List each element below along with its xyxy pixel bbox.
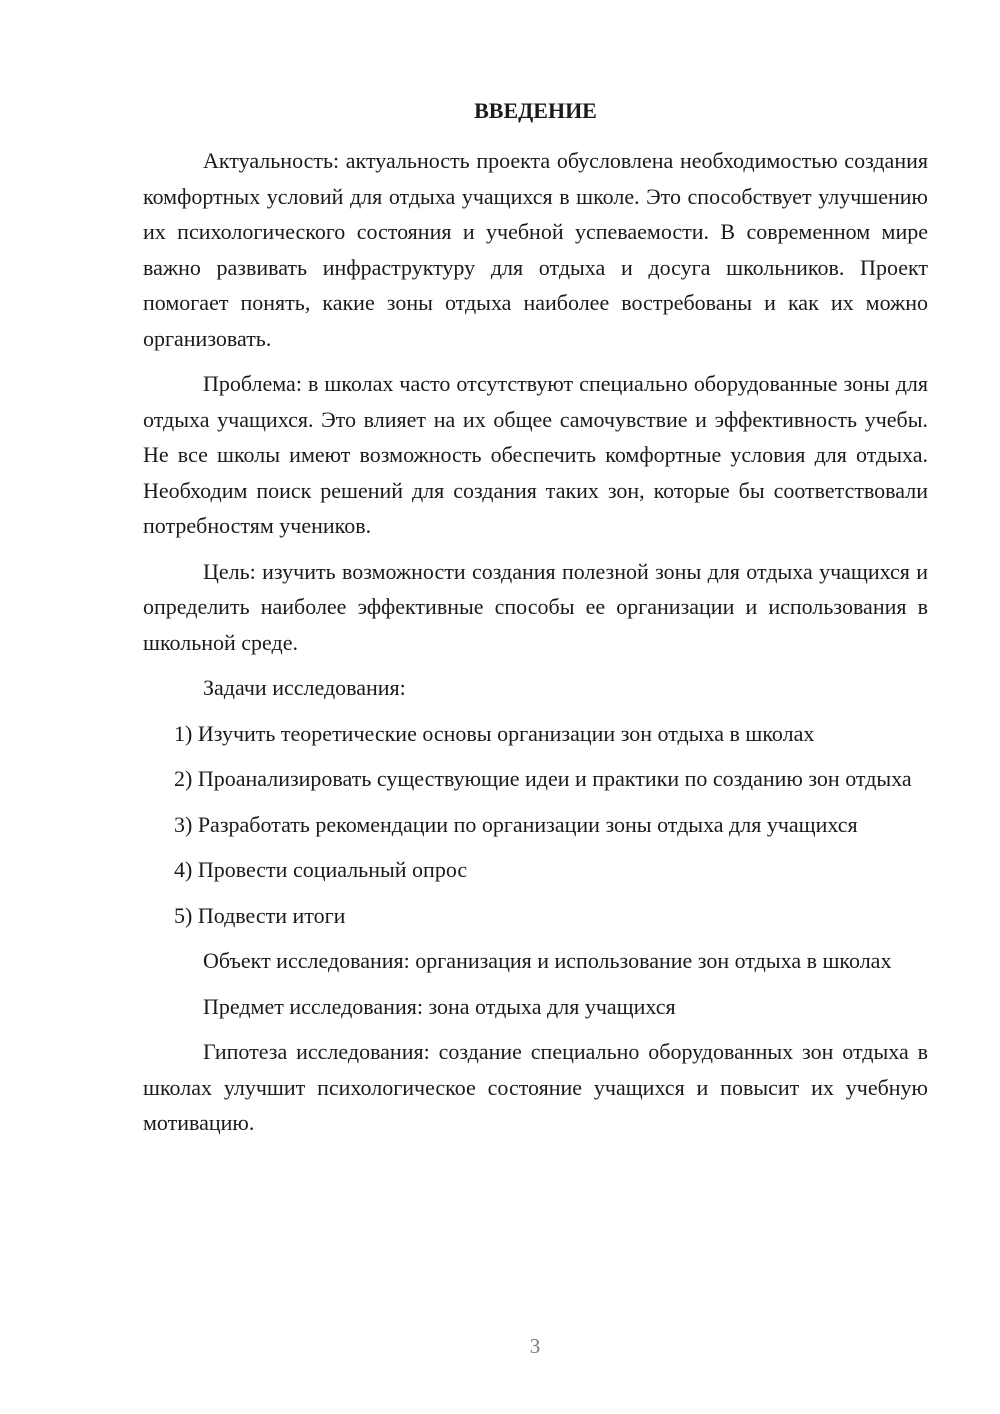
subject-paragraph: Предмет исследования: зона отдыха для учащихся xyxy=(203,993,676,1019)
hypothesis-paragraph: Гипотеза исследования: создание специально оборудованных зон отдыха в школах улучшит психологическое состояние учащихся и повысит их учебную мотивацию. xyxy=(143,1039,928,1135)
object-paragraph: Объект исследования: организация и использование зон отдыха в школах xyxy=(203,948,892,973)
task-item: 5) Подвести итоги xyxy=(174,902,346,928)
problem-paragraph: Проблема: в школах часто отсутствуют специально оборудованные зоны для отдыха учащихся. Это влияет на их общее самочувствие и эффективность учебы. Не все школы имеют возможность обеспечить комфортные условия для отдыха. Необходим поиск решений для создания таких зон, которые бы соответствовали потребностям учеников. xyxy=(143,371,928,538)
task-item: 1) Изучить теоретические основы организации зон отдыха в школах xyxy=(174,720,815,746)
task-item: 4) Провести социальный опрос xyxy=(174,857,468,882)
section-heading: ВВЕДЕНИЕ xyxy=(474,98,597,123)
tasks-list xyxy=(143,716,928,934)
tasks-title: Задачи исследования: xyxy=(203,675,406,700)
page-body xyxy=(143,93,928,1151)
page-number: 3 xyxy=(529,1334,541,1358)
task-item: 3) Разработать рекомендации по организации зоны отдыха для учащихся xyxy=(174,811,858,837)
relevance-paragraph: Актуальность: актуальность проекта обусловлена необходимостью создания комфортных условий для отдыха учащихся в школе. Это способствует улучшению их психологического состояния и учебной успеваемости. В современном мире важно развивать инфраструктуру для отдыха и досуга школьников. Проект помогает понять, какие зоны отдыха наиболее востребованы и как их можно организовать. xyxy=(143,148,928,351)
goal-paragraph: Цель: изучить возможности создания полезной зоны для отдыха учащихся и определить наиболее эффективные способы ее организации и использования в школьной среде. xyxy=(143,558,928,655)
task-item: 2) Проанализировать существующие идеи и практики по созданию зон отдыха xyxy=(174,766,912,791)
